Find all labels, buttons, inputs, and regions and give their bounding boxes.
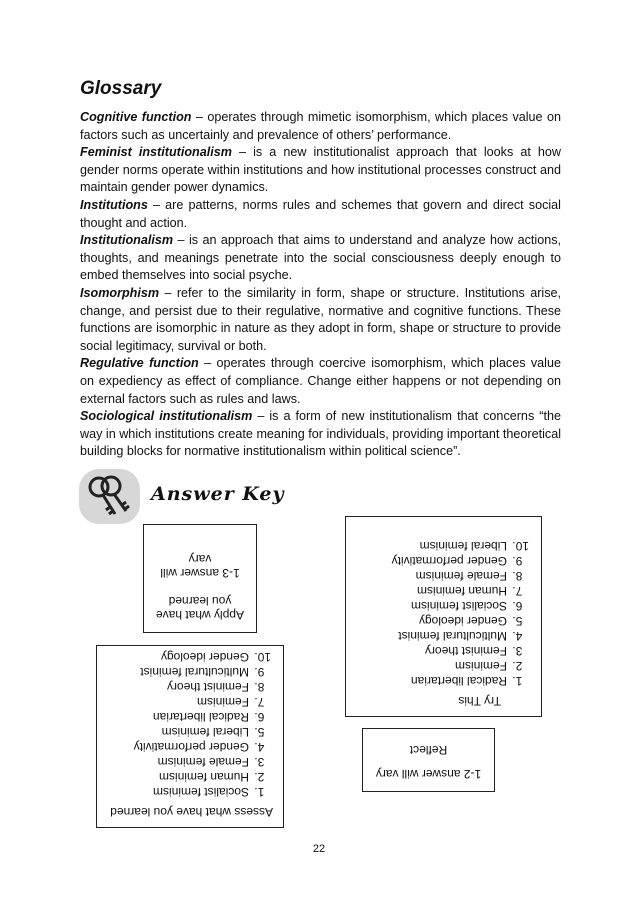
list-item: 2. Human feminism: [107, 769, 251, 784]
list-item: 3. Female feminism: [107, 754, 251, 769]
try-this-box: [345, 516, 542, 717]
glossary-entry: [80, 232, 561, 285]
list-item: 1. Radical libertarian: [356, 673, 509, 688]
list-item: 4. Multicultural feminist: [356, 628, 509, 643]
glossary-entry: [80, 285, 561, 355]
list-item: 1. Socialist feminism: [107, 784, 251, 799]
glossary-definition: – operates through mimetic isomorphism, which places value on factors such as uncertainly and prevalence of others’ performance.: [80, 110, 561, 142]
list-item: 10. Liberal feminism: [356, 538, 509, 553]
list-item: 7. Feminism: [107, 694, 251, 709]
apply-box: [143, 524, 257, 633]
list-item: 2. Feminism: [356, 658, 509, 673]
list-item: 6. Radical libertarian: [107, 709, 251, 724]
list-item: 7. Human feminism: [356, 583, 509, 598]
glossary-entry: [80, 408, 561, 461]
glossary-entry: [80, 197, 561, 232]
glossary-definition: – refer to the similarity in form, shape or structure. Institutions arise, change, and persist due to their regulative, normative and cognitive functions. These functions are isomorphic in nature as they adopt in form, shape or structure to provide social legitimacy, survival or both.: [80, 285, 561, 353]
page-number: 22: [312, 843, 326, 855]
assess-box: [96, 645, 284, 828]
list-item: 8. Female feminism: [356, 568, 509, 583]
list-item: 9. Gender performativity: [356, 553, 509, 568]
glossary-list: [80, 109, 561, 461]
glossary-entry: [80, 355, 561, 408]
reflect-box: [362, 728, 495, 792]
glossary-definition: – is an approach that aims to understand and analyze how actions, thoughts, and meanings penetrate into the social consciousness deeply enough to embed themselves into social psyche.: [80, 233, 561, 283]
apply-line: Apply what have: [155, 608, 245, 622]
glossary-definition: – is a new institutionalist approach that looks at how gender norms operate within institutions and how institutional processes construct and maintain gender power dynamics.: [80, 145, 561, 195]
answer-key-title: Answer Key: [151, 483, 285, 505]
list-item: 8. Feminist theory: [107, 679, 251, 694]
glossary-title: Glossary: [80, 78, 162, 99]
assess-heading: Assess what have you learned: [110, 805, 273, 819]
glossary-term: Cognitive function: [80, 110, 192, 124]
list-item: 5. Liberal feminism: [107, 724, 251, 739]
list-item: 9. Multicultural feminist: [107, 664, 251, 679]
apply-line: 1-3 answer will vary: [160, 552, 240, 580]
list-item: 6. Socialist feminism: [356, 598, 509, 613]
glossary-term: Regulative function: [80, 356, 199, 371]
glossary-definition: – is a form of new institutionalism that concerns “the way in which institutions create meaning for individuals, providing important theoretical building blocks for normative institutionalism within political science”.: [80, 409, 561, 459]
apply-line: you learned: [168, 594, 232, 608]
glossary-term: Institutions: [80, 197, 148, 212]
glossary-entry: [80, 109, 561, 144]
try-this-heading: Try This: [458, 694, 501, 708]
glossary-entry: [80, 144, 561, 197]
reflect-heading: Reflect: [409, 743, 448, 757]
list-item: 4. Gender performativity: [107, 739, 251, 754]
keys-icon: [79, 469, 140, 524]
try-this-list: [356, 538, 531, 688]
glossary-term: Isomorphism: [80, 285, 160, 300]
assess-list: [107, 649, 273, 799]
glossary-term: Feminist institutionalism: [80, 145, 232, 160]
list-item: 10. Gender ideology: [107, 649, 251, 664]
reflect-line: 1-2 answer will vary: [375, 767, 482, 781]
list-item: 5. Gender ideology: [356, 613, 509, 628]
glossary-definition: – operates through coercive isomorphism, which places value on expediency as effect of compliance. Change either happens or not depending on external factors such as rules and laws.: [80, 356, 561, 406]
glossary-definition: – are patterns, norms rules and schemes that govern and direct social thought and action.: [80, 197, 561, 230]
list-item: 3. Feminist theory: [356, 643, 509, 658]
glossary-term: Institutionalism: [80, 233, 174, 248]
glossary-term: Sociological institutionalism: [80, 409, 253, 424]
